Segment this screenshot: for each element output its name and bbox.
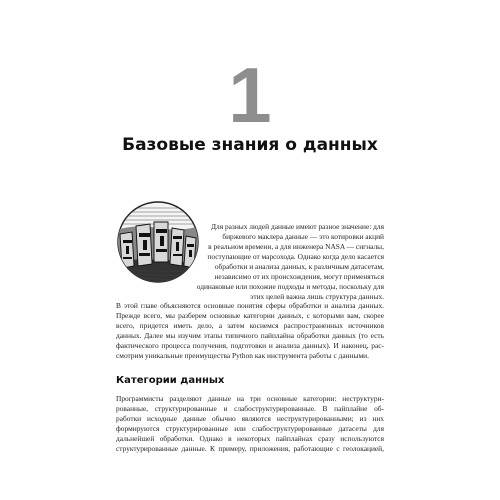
intro-line: биржевого маклера данные — это котировки акций <box>222 232 384 241</box>
intro-line: Для разных людей данные имеют разное значение: для <box>210 222 384 231</box>
body-line: фактического процесса получения, подготовки и анализа данных). И наконец, рас- <box>116 341 384 350</box>
body-line: рованные, структурированные и слабоструктурированные. В пайплайне об- <box>116 404 384 413</box>
body-line: В этой главе объясняются основные понятия сферы обработки и анализа данных. <box>116 301 384 310</box>
body-line: Прежде всего, мы разберем основные категории данных, с которыми вам, скорее <box>116 311 384 320</box>
intro-line: в реальном времени, а для инженера NASA — сигналы, <box>208 242 384 251</box>
body-line: всего, придется иметь дело, а затем коснемся распространенных источников <box>116 321 384 330</box>
intro-line: обработки и анализа данных, к различным датасетам, <box>214 262 384 271</box>
body-line: смотрим уникальные преимущества Python как инструмента работы с данными. <box>116 351 369 360</box>
chapter-title: Базовые знания о данных <box>122 135 378 155</box>
body-line: формируются структурированные или слабоструктурированные датасеты для <box>116 424 384 433</box>
body-line: Программисты разделяют данные на три основные категории: неструктури- <box>116 394 384 403</box>
chapter-number: 1 <box>228 51 272 139</box>
intro-line: поступающие от марсохода. Однако когда дело касается <box>207 252 384 261</box>
body-line: работки исходные данные обычно являются неструктурированными; из них <box>116 414 384 423</box>
intro-line: одинаковые или похожие подходы и методы, поскольку для <box>196 282 384 291</box>
section-heading: Категории данных <box>116 375 225 386</box>
intro-line: независимо от их происхождения, могут применяться <box>214 272 384 281</box>
moai-statues-engraving-icon <box>116 200 200 284</box>
body-line: данных. Далее мы изучим этапы типичного пайплайна обработки данных (то есть <box>116 331 384 340</box>
intro-line: этих целей важна лишь структура данных. <box>250 292 384 301</box>
body-line: структурированные данные. К примеру, приложения, работающие с геолокацией, <box>116 444 384 453</box>
body-line: дальнейшей обработки. Однако в некоторых пайплайнах сразу используются <box>116 434 384 443</box>
